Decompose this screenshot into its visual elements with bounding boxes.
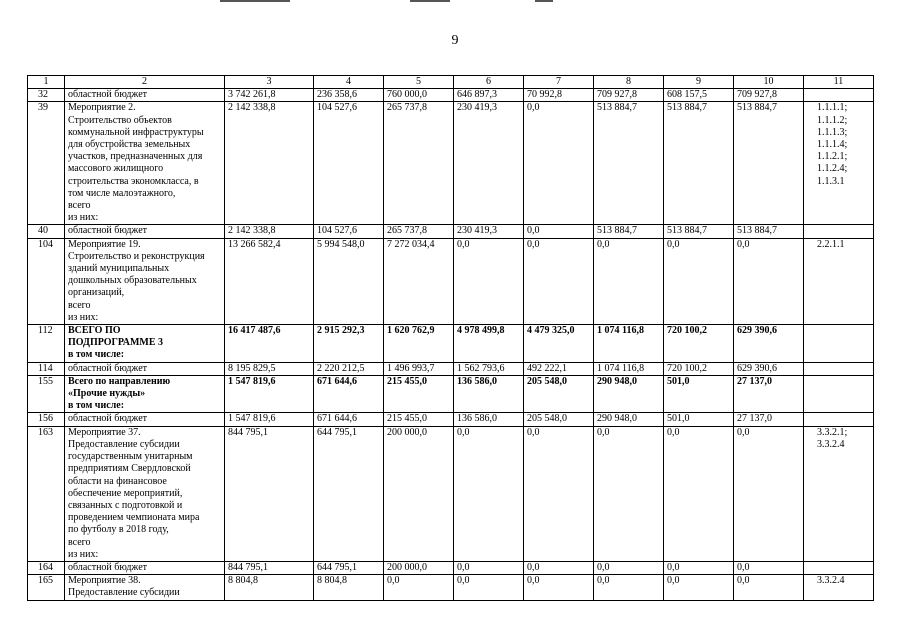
row-number: 114 [28,362,65,375]
value-cell: 8 804,8 [225,575,314,600]
budget-table [27,75,874,601]
column-header: 10 [734,76,804,89]
description-line: Предоставление субсидии [68,438,180,450]
description-line: из них: [68,212,99,224]
value-cell: 2 142 338,8 [225,102,314,225]
value-cell: 720 100,2 [664,325,734,363]
row-number: 163 [28,426,65,561]
value-cell: 2 915 292,3 [314,325,384,363]
reference-cell [804,561,874,574]
value-cell: 0,0 [524,561,594,574]
value-cell: 215 455,0 [384,413,454,426]
row-number: 104 [28,238,65,324]
value-cell: 205 548,0 [524,413,594,426]
value-cell: 513 884,7 [664,225,734,238]
value-cell: 501,0 [664,413,734,426]
page-number: 9 [451,33,459,48]
column-header: 11 [804,76,874,89]
value-cell: 0,0 [454,238,524,324]
description-line: областной бюджет [68,225,148,237]
value-cell: 16 417 487,6 [225,325,314,363]
description-line: областной бюджет [68,561,148,573]
table-row [28,426,874,561]
value-cell: 1 620 762,9 [384,325,454,363]
description-line: государственным унитарным [68,451,193,463]
column-header: 8 [594,76,664,89]
reference-line: 1.1.1.4; [817,139,848,151]
description-line: областной бюджет [68,89,148,101]
row-description [65,89,225,102]
row-number: 40 [28,225,65,238]
row-description [65,225,225,238]
reference-cell [804,225,874,238]
description-line: областной бюджет [68,362,148,374]
value-cell: 0,0 [524,225,594,238]
description-line: Строительство и реконструкция [68,250,205,262]
value-cell: 629 390,6 [734,362,804,375]
row-description [65,362,225,375]
description-line: в том числе: [68,400,125,412]
value-cell: 290 948,0 [594,413,664,426]
value-cell: 720 100,2 [664,362,734,375]
row-description [65,413,225,426]
value-cell: 5 994 548,0 [314,238,384,324]
value-cell: 1 496 993,7 [384,362,454,375]
description-line: по футболу в 2018 году, [68,524,169,536]
value-cell: 4 479 325,0 [524,325,594,363]
row-number: 156 [28,413,65,426]
reference-line: 1.1.2.4; [817,163,848,175]
value-cell: 1 562 793,6 [454,362,524,375]
reference-cell [804,426,874,561]
value-cell: 671 644,6 [314,413,384,426]
scan-top-line [220,0,290,2]
value-cell: 0,0 [734,426,804,561]
value-cell: 513 884,7 [734,102,804,225]
value-cell: 265 737,8 [384,225,454,238]
description-line: из них: [68,548,99,560]
value-cell: 513 884,7 [664,102,734,225]
description-line: том числе малоэтажного, [68,187,176,199]
column-header: 5 [384,76,454,89]
value-cell: 501,0 [664,375,734,413]
value-cell: 844 795,1 [225,561,314,574]
value-cell: 513 884,7 [594,102,664,225]
column-header: 6 [454,76,524,89]
value-cell: 200 000,0 [384,561,454,574]
value-cell: 0,0 [594,238,664,324]
value-cell: 0,0 [594,426,664,561]
row-description [65,238,225,324]
description-line: для обустройства земельных [68,139,191,151]
value-cell: 0,0 [524,238,594,324]
description-line: Мероприятие 19. [68,238,141,250]
description-line: массового жилищного [68,163,164,175]
description-line: областной бюджет [68,413,148,425]
value-cell: 230 419,3 [454,102,524,225]
description-line: ВСЕГО ПО [68,325,121,337]
table-row [28,575,874,600]
value-cell: 230 419,3 [454,225,524,238]
value-cell: 0,0 [524,102,594,225]
description-line: всего [68,200,91,212]
row-description [65,375,225,413]
row-description [65,561,225,574]
value-cell: 104 527,6 [314,102,384,225]
table-row [28,238,874,324]
row-number: 39 [28,102,65,225]
value-cell: 0,0 [664,575,734,600]
value-cell: 844 795,1 [225,426,314,561]
value-cell: 492 222,1 [524,362,594,375]
value-cell: 2 220 212,5 [314,362,384,375]
column-header: 4 [314,76,384,89]
description-line: ПОДПРОГРАММЕ 3 [68,337,164,349]
value-cell: 236 358,6 [314,89,384,102]
description-line: области на финансовое [68,475,167,487]
value-cell: 27 137,0 [734,413,804,426]
reference-cell [804,238,874,324]
reference-line: 2.2.1.1 [817,238,845,250]
table-row [28,102,874,225]
scan-top-line [410,0,450,2]
description-line: Всего по направлению [68,375,171,387]
row-description [65,575,225,600]
row-number: 32 [28,89,65,102]
reference-cell [804,362,874,375]
header-row [28,76,874,89]
value-cell: 0,0 [594,575,664,600]
value-cell: 0,0 [734,575,804,600]
value-cell: 104 527,6 [314,225,384,238]
value-cell: 608 157,5 [664,89,734,102]
reference-line: 3.3.2.4 [817,438,845,450]
value-cell: 646 897,3 [454,89,524,102]
value-cell: 629 390,6 [734,325,804,363]
value-cell: 2 142 338,8 [225,225,314,238]
row-description [65,325,225,363]
table-row [28,561,874,574]
value-cell: 290 948,0 [594,375,664,413]
value-cell: 136 586,0 [454,375,524,413]
description-line: предприятиям Свердловской [68,463,191,475]
table-row [28,225,874,238]
reference-line: 1.1.1.1; [817,102,848,114]
value-cell: 1 074 116,8 [594,362,664,375]
reference-line: 1.1.3.1 [817,175,845,187]
reference-cell [804,375,874,413]
column-header: 9 [664,76,734,89]
row-description [65,426,225,561]
column-header: 2 [65,76,225,89]
value-cell: 1 547 819,6 [225,413,314,426]
table-row [28,375,874,413]
description-line: коммунальной инфраструктуры [68,126,204,138]
description-line: строительства экономкласса, в [68,175,199,187]
table-row [28,413,874,426]
value-cell: 709 927,8 [594,89,664,102]
reference-line: 1.1.1.2; [817,114,848,126]
value-cell: 644 795,1 [314,426,384,561]
value-cell: 709 927,8 [734,89,804,102]
description-line: организаций, [68,287,125,299]
description-line: обеспечение мероприятий, [68,487,183,499]
reference-cell [804,325,874,363]
value-cell: 1 547 819,6 [225,375,314,413]
column-header: 7 [524,76,594,89]
value-cell: 0,0 [454,575,524,600]
description-line: в том числе: [68,349,125,361]
column-header: 1 [28,76,65,89]
reference-line: 1.1.1.3; [817,126,848,138]
value-cell: 8 195 829,5 [225,362,314,375]
value-cell: 0,0 [594,561,664,574]
value-cell: 513 884,7 [734,225,804,238]
table-row [28,89,874,102]
value-cell: 215 455,0 [384,375,454,413]
row-description [65,102,225,225]
value-cell: 4 978 499,8 [454,325,524,363]
description-line: Мероприятие 37. [68,426,141,438]
value-cell: 0,0 [734,561,804,574]
value-cell: 644 795,1 [314,561,384,574]
description-line: всего [68,536,91,548]
reference-line: 3.3.2.4 [817,575,845,587]
value-cell: 7 272 034,4 [384,238,454,324]
description-line: всего [68,299,91,311]
reference-cell [804,102,874,225]
value-cell: 0,0 [454,426,524,561]
value-cell: 671 644,6 [314,375,384,413]
table-row [28,362,874,375]
description-line: проведением чемпионата мира [68,512,200,524]
reference-line: 1.1.2.1; [817,151,848,163]
description-line: участков, предназначенных для [68,151,203,163]
description-line: зданий муниципальных [68,263,170,275]
description-line: связанных с подготовкой и [68,499,183,511]
row-number: 165 [28,575,65,600]
value-cell: 8 804,8 [314,575,384,600]
value-cell: 136 586,0 [454,413,524,426]
value-cell: 0,0 [734,238,804,324]
column-header: 3 [225,76,314,89]
value-cell: 0,0 [664,238,734,324]
value-cell: 513 884,7 [594,225,664,238]
value-cell: 265 737,8 [384,102,454,225]
description-line: Предоставление субсидии [68,587,180,599]
value-cell: 0,0 [454,561,524,574]
reference-line: 3.3.2.1; [817,426,848,438]
value-cell: 13 266 582,4 [225,238,314,324]
description-line: Мероприятие 2. [68,102,136,114]
value-cell: 70 992,8 [524,89,594,102]
value-cell: 0,0 [664,561,734,574]
value-cell: 27 137,0 [734,375,804,413]
description-line: Мероприятие 38. [68,575,141,587]
value-cell: 0,0 [524,575,594,600]
value-cell: 1 074 116,8 [594,325,664,363]
value-cell: 205 548,0 [524,375,594,413]
description-line: «Прочие нужды» [68,388,146,400]
value-cell: 0,0 [524,426,594,561]
description-line: Строительство объектов [68,114,172,126]
value-cell: 0,0 [384,575,454,600]
value-cell: 0,0 [664,426,734,561]
description-line: дошкольных образовательных [68,275,197,287]
row-number: 164 [28,561,65,574]
reference-cell [804,575,874,600]
description-line: из них: [68,311,99,323]
reference-cell [804,413,874,426]
scan-top-line [535,0,553,2]
value-cell: 760 000,0 [384,89,454,102]
row-number: 112 [28,325,65,363]
row-number: 155 [28,375,65,413]
table-row [28,325,874,363]
reference-cell [804,89,874,102]
value-cell: 3 742 261,8 [225,89,314,102]
value-cell: 200 000,0 [384,426,454,561]
